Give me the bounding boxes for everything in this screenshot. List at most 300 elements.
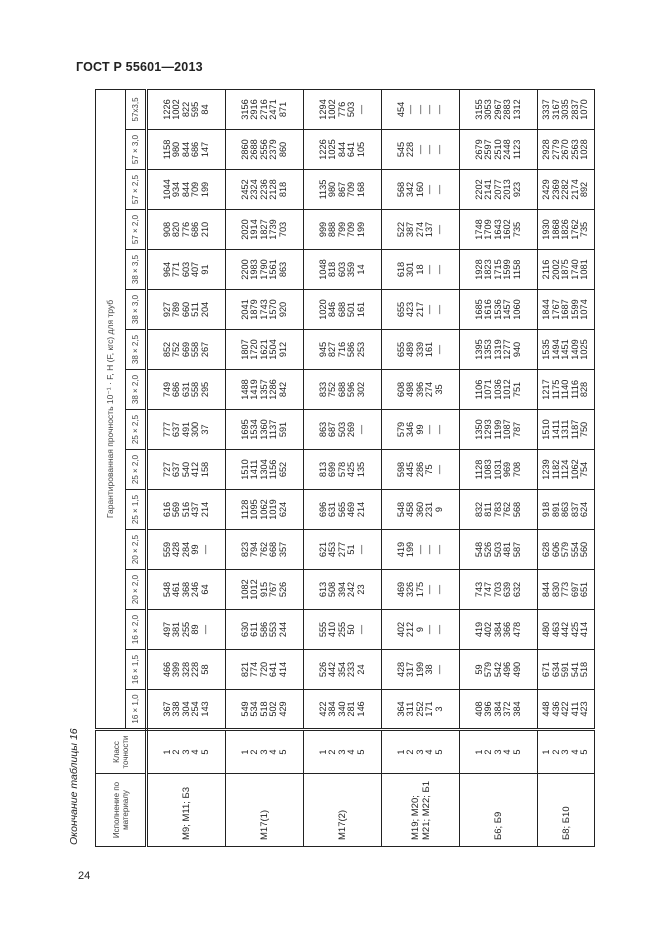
strength-value: 844 [541,581,552,598]
strength-value: 776 [180,221,191,238]
strength-value: — [424,264,435,275]
strength-value: 980 [327,181,338,198]
strength-value: 554 [569,541,580,558]
strength-value: 934 [171,181,182,198]
strength-value: 2688 [249,139,260,160]
strength-value: 591 [560,661,571,678]
strength-value: 3155 [473,99,484,120]
strength-value: 596 [346,381,357,398]
strength-value: 863 [560,501,571,518]
strength-value: 2077 [492,179,503,200]
strength-value: 317 [405,661,416,678]
value-cell [538,330,595,370]
strength-value: 503 [492,541,503,558]
strength-value: 1025 [579,339,590,360]
strength-value: 579 [395,421,406,438]
value-cell [147,250,226,290]
strength-value: 502 [268,701,279,717]
strength-value: 818 [277,181,288,198]
value-cell [304,290,382,330]
strength-value: 534 [249,701,260,717]
strength-value: 709 [346,181,357,198]
strength-value: 1106 [473,379,484,400]
value-cell [382,290,460,330]
strength-value: 387 [405,221,416,238]
strength-value: 1095 [249,499,260,520]
strength-value: 618 [395,261,406,278]
strength-value: 749 [161,381,172,398]
strength-value: 613 [317,581,328,598]
strength-value: 3035 [560,99,571,120]
strength-value: 846 [327,301,338,318]
strength-value: 1083 [483,459,494,480]
strength-value: 422 [317,701,328,717]
value-cell [147,89,226,129]
strength-value: 579 [560,541,571,558]
table-row [382,89,460,846]
strength-value: 458 [405,501,416,518]
strength-value: 2883 [502,99,513,120]
strength-value: 709 [190,181,201,198]
value-cell [226,210,304,250]
strength-value: 412 [190,461,201,478]
strength-value: 274 [424,381,435,398]
strength-value: 540 [180,461,191,478]
strength-value: 304 [180,701,191,717]
strength-value: 339 [414,341,425,358]
strength-value: 703 [492,581,503,598]
strength-value: 606 [550,541,561,558]
strength-value: 498 [405,381,416,398]
strength-value: 1116 [569,379,580,400]
strength-value: 1767 [550,299,561,320]
strength-value: 1715 [492,259,503,280]
table-row [147,89,226,846]
strength-value: 686 [171,381,182,398]
value-cell [538,370,595,410]
value-cell [147,690,226,730]
strength-value: 526 [277,581,288,598]
strength-value: 569 [171,501,182,518]
strength-value: 286 [414,461,425,478]
strength-value: 212 [405,621,416,638]
strength-value: 3 [433,706,444,712]
strength-value: 503 [336,421,347,438]
strength-value: 518 [258,701,269,717]
strength-value: 1226 [317,139,328,160]
strength-value: 669 [180,341,191,358]
strength-value: 867 [336,181,347,198]
value-cell [226,250,304,290]
strength-value: 637 [171,421,182,438]
value-cell [226,290,304,330]
value-cell [147,370,226,410]
strength-value: 2563 [569,139,580,160]
strength-value: 516 [180,501,191,518]
strength-value: 175 [414,581,425,598]
strength-value: 342 [405,181,416,198]
value-cell [460,370,538,410]
strength-value: 1599 [502,259,513,280]
strength-value: 501 [346,301,357,318]
strength-value: 269 [346,421,357,438]
strength-value: 735 [511,221,522,238]
value-cell [460,650,538,690]
strength-value: 844 [180,141,191,158]
strength-value: 833 [317,381,328,398]
strength-value: — [433,304,444,315]
strength-value: 624 [277,501,288,518]
strength-value: 1319 [492,339,503,360]
strength-value: 1570 [268,299,279,320]
strength-value: — [433,544,444,555]
strength-value: — [424,304,435,315]
strength-value: 407 [190,261,201,278]
value-cell [538,490,595,530]
strength-value: 414 [277,661,288,678]
value-cell [382,410,460,450]
strength-value: 23 [355,584,366,595]
class-value: 3 [414,749,425,755]
class-value: 5 [277,749,288,755]
strength-value: 621 [317,541,328,558]
value-cell [382,530,460,570]
strength-value: 50 [346,624,357,635]
strength-value: 915 [258,581,269,598]
value-cell [538,690,595,730]
strength-value: 1123 [511,139,522,160]
strength-value: 1685 [473,299,484,320]
strength-value: — [414,104,425,115]
strength-value: 3337 [541,99,552,120]
strength-value: 423 [579,701,590,717]
value-cell [538,410,595,450]
strength-value: 89 [190,624,201,635]
strength-value: 359 [346,261,357,278]
strength-value: 9 [433,506,444,513]
class-value: 3 [180,749,191,755]
strength-value: 228 [405,141,416,158]
value-cell [382,610,460,650]
strength-value: 1451 [560,339,571,360]
strength-value: 747 [483,581,494,598]
strength-value: 908 [161,221,172,238]
strength-value: 548 [395,501,406,518]
strength-value: 1616 [483,299,494,320]
strength-value: 1930 [541,219,552,240]
value-cell [382,330,460,370]
strength-value: 624 [579,501,590,518]
strength-value: — [355,424,366,435]
document-title: ГОСТ Р 55601—2013 [76,60,203,74]
strength-value: 1879 [249,299,260,320]
strength-value: 158 [199,461,210,478]
strength-value: 1709 [483,219,494,240]
strength-value: 357 [277,541,288,558]
strength-value: 822 [180,101,191,118]
strength-value: 688 [336,301,347,318]
value-cell [382,490,460,530]
value-cell [460,210,538,250]
strength-value: — [414,144,425,155]
strength-value: 586 [258,621,269,638]
value-cell [538,130,595,170]
strength-value: 842 [277,381,288,398]
value-cell [304,490,382,530]
strength-value: 37 [199,424,210,435]
value-cell [304,410,382,450]
strength-value: 491 [180,421,191,438]
value-cell [382,89,460,129]
header-size: 16 × 1,0 [126,690,147,730]
value-cell [538,210,595,250]
value-cell [304,370,382,410]
strength-value: 522 [395,221,406,238]
strength-value: 1239 [541,459,552,480]
strength-value: 35 [433,384,444,395]
strength-value: 1062 [569,459,580,480]
strength-value: 1419 [249,379,260,400]
table-caption: Окончание таблицы 16 [68,728,80,845]
strength-value: 655 [395,341,406,358]
value-cell [147,170,226,210]
strength-value: 381 [171,621,182,638]
strength-value: 367 [161,701,172,717]
header-size: 57х3,5 [126,89,147,129]
strength-value: — [355,624,366,635]
strength-value: 541 [569,661,580,678]
strength-value: 210 [199,221,210,238]
strength-value: 888 [327,221,338,238]
strength-value: 228 [190,661,201,678]
strength-value: — [433,584,444,595]
strength-value: 837 [569,501,580,518]
strength-value: 1695 [239,419,250,440]
strength-value: 1128 [473,459,484,480]
table-row [538,89,595,846]
strength-value: 1074 [579,299,590,320]
strength-table [95,89,595,847]
strength-value: 481 [502,541,513,558]
strength-value: 338 [171,701,182,717]
strength-value: 295 [199,381,210,398]
strength-value: 1175 [550,379,561,400]
value-cell [147,210,226,250]
strength-value: 827 [327,341,338,358]
strength-value: 830 [550,581,561,598]
strength-value: 774 [249,661,260,678]
strength-value: 1012 [502,379,513,400]
header-size: 25 × 2,0 [126,450,147,490]
strength-value: 1621 [258,339,269,360]
header-size: 57 × 2,5 [126,170,147,210]
strength-value: 716 [336,341,347,358]
strength-value: 161 [355,301,366,318]
strength-value: 255 [336,621,347,638]
strength-value: 442 [327,661,338,678]
strength-value: 634 [550,661,561,678]
strength-value: 762 [502,501,513,518]
class-value: 4 [502,749,513,755]
class-cell [304,730,382,774]
strength-value: 489 [405,341,416,358]
value-cell [147,410,226,450]
strength-value: 233 [346,661,357,678]
header-size: 57 × 2,0 [126,210,147,250]
strength-value: 2716 [258,99,269,120]
strength-value: 923 [511,181,522,198]
value-cell [382,650,460,690]
strength-value: 1534 [249,419,260,440]
strength-value: 396 [414,381,425,398]
class-value: 1 [317,749,328,755]
strength-value: — [433,464,444,475]
strength-value: 466 [161,661,172,678]
value-cell [226,570,304,610]
strength-value: 302 [355,381,366,398]
strength-value: 281 [346,701,357,717]
strength-value: 863 [317,421,328,438]
strength-value: 300 [190,421,201,438]
strength-value: 1128 [239,499,250,520]
strength-value: — [199,544,210,555]
strength-value: 1743 [258,299,269,320]
class-value: 1 [395,749,406,755]
strength-value: 821 [239,661,250,678]
strength-value: 496 [502,661,513,678]
strength-value: 628 [541,541,552,558]
strength-value: 709 [346,221,357,238]
strength-value: 1020 [317,299,328,320]
strength-value: 1226 [161,99,172,120]
strength-value: 603 [336,261,347,278]
header-size: 16 × 2,0 [126,610,147,650]
value-cell [226,89,304,129]
strength-value: 38 [424,664,435,675]
strength-value: 1504 [268,339,279,360]
header-size: 20 × 2,5 [126,530,147,570]
value-cell [538,250,595,290]
strength-value: 311 [405,701,416,717]
strength-value: 137 [424,221,435,238]
strength-value: 436 [550,701,561,717]
class-value: 3 [336,749,347,755]
strength-value: 1140 [560,379,571,400]
value-cell [304,330,382,370]
material-cell: М19; М20; М21; М22; Б1 [382,774,460,847]
strength-value: 2020 [239,219,250,240]
strength-value: 844 [336,141,347,158]
header-size: 38 × 2,0 [126,370,147,410]
strength-value: 1488 [239,379,250,400]
strength-value: 3053 [483,99,494,120]
strength-value: 560 [579,541,590,558]
strength-value: 414 [579,621,590,638]
value-cell [460,89,538,129]
value-cell [226,530,304,570]
strength-value: 372 [502,701,513,717]
value-cell [147,450,226,490]
value-cell [382,450,460,490]
strength-value: — [199,624,210,635]
value-cell [538,650,595,690]
class-value: 4 [346,749,357,755]
strength-value: 2041 [239,299,250,320]
strength-value: 2236 [258,179,269,200]
strength-value: 1044 [161,179,172,200]
value-cell [382,370,460,410]
value-cell [226,650,304,690]
header-material: Исполнение по материалу [96,774,147,847]
class-value: 4 [424,749,435,755]
strength-value: 608 [395,381,406,398]
value-cell [147,330,226,370]
strength-value: 428 [171,541,182,558]
strength-value: 423 [405,301,416,318]
strength-value: 408 [473,701,484,717]
strength-value: 1293 [483,419,494,440]
strength-value: 91 [199,264,210,275]
strength-value: 548 [473,541,484,558]
strength-value: 274 [414,221,425,238]
strength-value: 360 [414,501,425,518]
strength-value: 328 [180,661,191,678]
value-cell [226,370,304,410]
strength-value: 14 [355,264,366,275]
strength-value: 24 [355,664,366,675]
value-cell [460,690,538,730]
strength-value: 735 [579,221,590,238]
class-value: 2 [171,749,182,755]
material-cell: М17(1) [226,774,304,847]
strength-value: 688 [336,381,347,398]
strength-value: 143 [199,701,210,717]
value-cell [304,130,382,170]
strength-value: 1028 [579,139,590,160]
value-cell [147,570,226,610]
strength-value: 1182 [550,459,561,480]
strength-value: 811 [483,502,494,517]
strength-value: 1409 [569,339,580,360]
strength-value: 425 [346,461,357,478]
header-size: 57 × 3,0 [126,130,147,170]
class-value: 5 [579,749,590,755]
class-value: 2 [327,749,338,755]
strength-value: 1561 [268,259,279,280]
strength-value: 559 [161,541,172,558]
strength-value: 655 [395,301,406,318]
strength-value: 437 [190,501,201,518]
strength-value: — [424,424,435,435]
strength-value: 1019 [268,499,279,520]
strength-value: 1868 [550,219,561,240]
value-cell [460,490,538,530]
strength-value: 204 [199,301,210,318]
strength-value: 2967 [492,99,503,120]
strength-value: 1762 [569,219,580,240]
strength-value: 964 [161,261,172,278]
strength-value: 1031 [492,459,503,480]
class-cell [226,730,304,774]
strength-value: 425 [569,621,580,638]
strength-value: 214 [355,501,366,518]
value-cell [460,290,538,330]
strength-value: 591 [277,421,288,438]
value-cell [538,89,595,129]
strength-value: 860 [277,141,288,158]
strength-value: 284 [180,541,191,558]
class-value: 1 [473,749,484,755]
